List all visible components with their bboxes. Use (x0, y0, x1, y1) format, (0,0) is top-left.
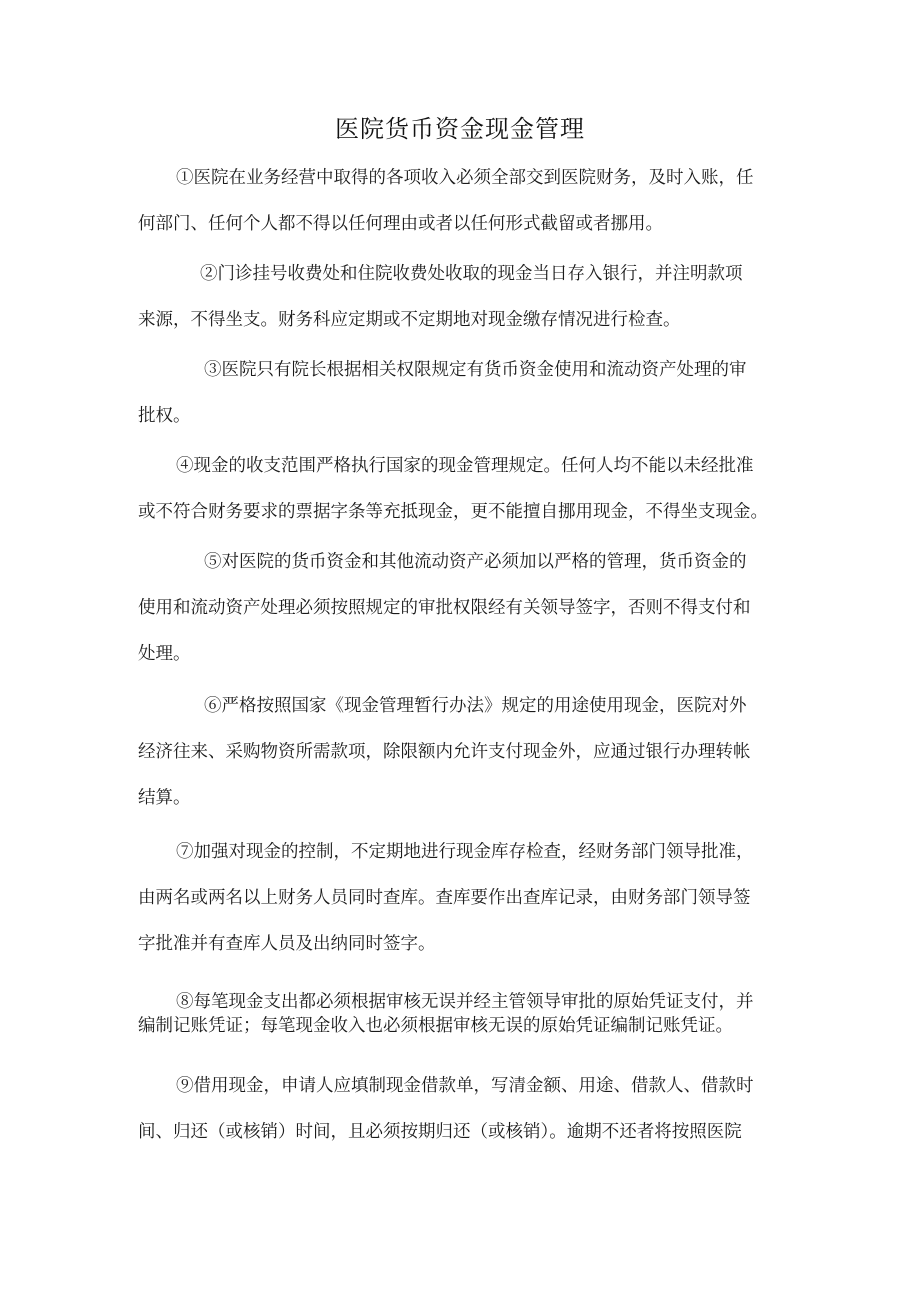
paragraph-line: 批权。 (138, 406, 191, 426)
paragraph-line: ⑤对医院的货币资金和其他流动资产必须加以严格的管理，货币资金的 (204, 552, 747, 572)
paragraph-1 (138, 155, 788, 247)
paragraph-line: ③医院只有院长根据相关权限规定有货币资金使用和流动资产处理的审 (204, 360, 747, 380)
paragraph-line: 处理。 (138, 644, 191, 664)
paragraph-line: 经济往来、采购物资所需款项，除限额内允许支付现金外，应通过银行办理转帐 (138, 742, 751, 762)
paragraph-9 (138, 1063, 788, 1155)
paragraph-line: 结算。 (138, 788, 191, 808)
paragraph-line: ②门诊挂号收费处和住院收费处收取的现金当日存入银行，并注明款项 (200, 264, 743, 284)
paragraph-line: 由两名或两名以上财务人员同时查库。查库要作出查库记录，由财务部门领导签 (138, 888, 751, 908)
paragraph-line: ①医院在业务经营中取得的各项收入必须全部交到医院财务，及时入账，任 (176, 168, 754, 188)
paragraph-line: ⑨借用现金，申请人应填制现金借款单，写清金额、用途、借款人、借款时 (176, 1076, 754, 1096)
paragraph-line: 何部门、任何个人都不得以任何理由或者以任何形式截留或者挪用。 (138, 214, 663, 234)
paragraph-8 (138, 990, 788, 1038)
paragraph-line: ⑥严格按照国家《现金管理暂行办法》规定的用途使用现金，医院对外 (204, 696, 747, 716)
paragraph-line: 使用和流动资产处理必须按照规定的审批权限经有关领导签字，否则不得支付和 (138, 598, 751, 618)
paragraph-line: 间、归还（或核销）时间，且必须按期归还（或核销）。逾期不还者将按照医院 (138, 1122, 742, 1142)
page-title: 医院货币资金现金管理 (335, 115, 585, 143)
paragraph-7 (138, 829, 788, 967)
paragraph-4 (138, 443, 788, 535)
paragraph-3 (138, 347, 788, 439)
paragraph-line: 编制记账凭证；每笔现金收入也必须根据审核无误的原始凭证编制记账凭证。 (138, 1016, 733, 1036)
paragraph-5 (138, 539, 788, 677)
paragraph-line: ④现金的收支范围严格执行国家的现金管理规定。任何人均不能以未经批准 (176, 456, 754, 476)
paragraph-line: 或不符合财务要求的票据字条等充抵现金，更不能擅自挪用现金，不得坐支现金。 (138, 502, 768, 522)
paragraph-line: ⑦加强对现金的控制，不定期地进行现金库存检查，经财务部门领导批准， (176, 842, 754, 862)
paragraph-2 (138, 251, 788, 343)
paragraph-line: 字批准并有查库人员及出纳同时签字。 (138, 934, 436, 954)
paragraph-line: ⑧每笔现金支出都必须根据审核无误并经主管领导审批的原始凭证支付，并 (176, 992, 754, 1012)
paragraph-line: 来源，不得坐支。财务科应定期或不定期地对现金缴存情况进行检查。 (138, 310, 681, 330)
paragraph-6 (138, 683, 788, 821)
